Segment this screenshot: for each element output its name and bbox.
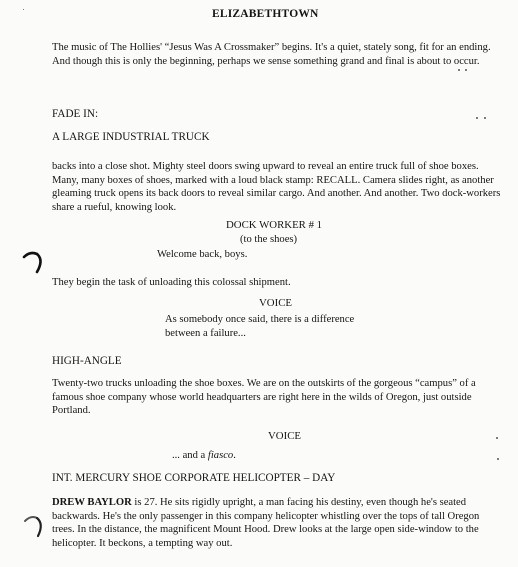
scan-speck bbox=[476, 117, 478, 119]
scan-speck bbox=[496, 437, 498, 439]
page-title: ELIZABETHTOWN bbox=[212, 8, 319, 20]
action-paragraph-opening: The music of The Hollies' “Jesus Was A Crossmaker” begins. It's a quiet, stately song, fit for an ending. And though this is only the beginning, perhaps we sense something grand and final is about to occur. bbox=[52, 42, 491, 67]
dialogue-difference: As somebody once said, there is a difference between a failure... bbox=[165, 314, 355, 339]
action-paragraph-unloading: They begin the task of unloading this colossal shipment. bbox=[52, 277, 291, 288]
dialogue-fiasco-prefix: ... and a bbox=[172, 450, 208, 461]
scan-speck bbox=[458, 69, 460, 71]
margin-bracket-mark-icon bbox=[22, 512, 50, 538]
action-paragraph-drew-baylor-text: is 27. He sits rigidly upright, a man facing his destiny, even though he's seated backwards. He's the only passenger in this company helicopter whistling over the tops of tall Oregon trees. In the distance, the magnificent Mount Hood. Drew looks at the large open side-window to the helicopter. It beckons, a tempting way out. bbox=[52, 497, 480, 549]
dialogue-fiasco-italic: fiasco bbox=[207, 450, 234, 461]
character-dock-worker: DOCK WORKER # 1 bbox=[226, 219, 323, 231]
scan-speck bbox=[23, 9, 24, 10]
slugline-industrial-truck: A LARGE INDUSTRIAL TRUCK bbox=[52, 131, 210, 143]
scan-speck bbox=[484, 117, 486, 119]
slugline-high-angle: HIGH-ANGLE bbox=[52, 355, 122, 367]
scan-speck bbox=[465, 69, 467, 71]
action-paragraph-campus: Twenty-two trucks unloading the shoe boxes. We are on the outskirts of the gorgeous “campus” of a famous shoe company whose world headquarters are right here in the wilds of Oregon, just outside Portland. bbox=[52, 378, 476, 417]
character-intro-drew-baylor: DREW BAYLOR bbox=[52, 497, 132, 508]
margin-bracket-mark-icon bbox=[20, 248, 50, 274]
transition-fade-in: FADE IN: bbox=[52, 108, 99, 120]
slugline-helicopter: INT. MERCURY SHOE CORPORATE HELICOPTER – DAY bbox=[52, 472, 336, 484]
character-voice-2: VOICE bbox=[268, 430, 301, 442]
dialogue-welcome-back: Welcome back, boys. bbox=[157, 249, 248, 260]
action-paragraph-trucks: backs into a close shot. Mighty steel doors swing upward to reveal an entire truck full of shoe boxes. Many, many boxes of shoes, marked with a loud black stamp: RECALL. Camera slides right, as another gleaming truck opens its back doors to reveal similar cargo. And another. And another. Two dock-workers share a rueful, knowing look. bbox=[52, 161, 501, 213]
scan-speck bbox=[497, 458, 499, 460]
dialogue-fiasco bbox=[172, 449, 236, 463]
character-voice-1: VOICE bbox=[259, 297, 292, 309]
parenthetical-to-the-shoes: (to the shoes) bbox=[240, 234, 298, 245]
action-paragraph-drew-baylor bbox=[52, 496, 504, 550]
dialogue-fiasco-suffix: . bbox=[233, 450, 236, 461]
